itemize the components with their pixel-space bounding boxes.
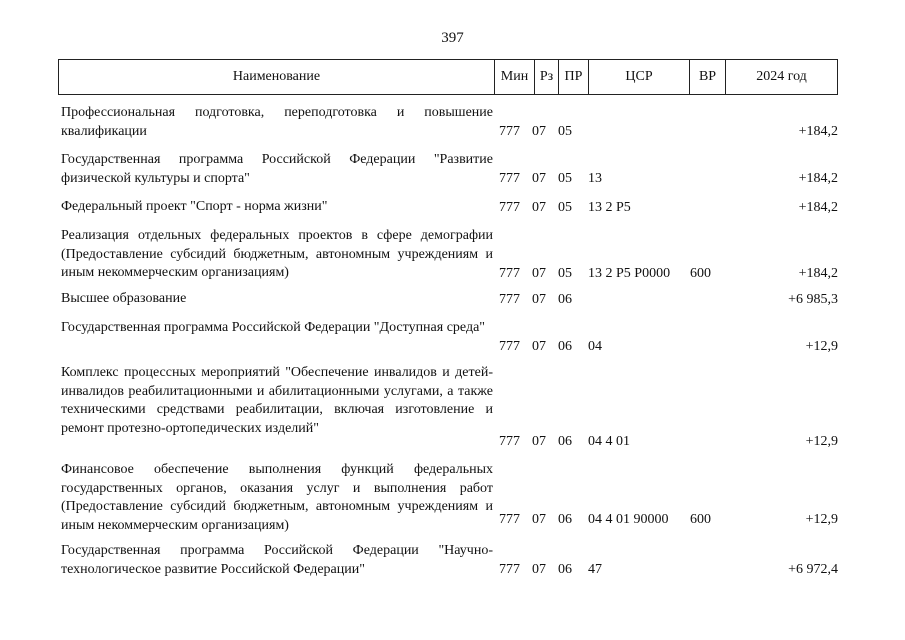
row-vr: 600 bbox=[690, 511, 711, 527]
row-pr: 05 bbox=[558, 123, 572, 139]
row-rz: 07 bbox=[532, 561, 546, 577]
row-min: 777 bbox=[499, 338, 520, 354]
row-csr: 13 2 P5 bbox=[588, 199, 631, 215]
row-rz: 07 bbox=[532, 511, 546, 527]
header-pr: ПР bbox=[558, 60, 588, 94]
row-pr: 06 bbox=[558, 433, 572, 449]
row-pr: 06 bbox=[558, 561, 572, 577]
row-rz: 07 bbox=[532, 338, 546, 354]
row-vr: 600 bbox=[690, 265, 711, 281]
row-amount: +184,2 bbox=[798, 123, 838, 139]
row-min: 777 bbox=[499, 433, 520, 449]
row-amount: +12,9 bbox=[805, 511, 838, 527]
row-pr: 05 bbox=[558, 170, 572, 186]
row-name: Государственная программа Российской Федерации "Доступная среда" bbox=[61, 320, 485, 335]
row-csr: 47 bbox=[588, 561, 602, 577]
row-min: 777 bbox=[499, 199, 520, 215]
row-name: Высшее образование bbox=[61, 291, 187, 306]
row-min: 777 bbox=[499, 511, 520, 527]
table-row bbox=[58, 104, 838, 141]
row-rz: 07 bbox=[532, 199, 546, 215]
header-csr: ЦСР bbox=[588, 60, 689, 94]
row-name: Комплекс процессных мероприятий "Обеспечение инвалидов и детей-инвалидов реабилитационными и абилитационными услугами, а также техническими средствами реабилитации, включая изготовление и ремонт протезно-ортопедических изделий" bbox=[61, 365, 493, 436]
row-min: 777 bbox=[499, 561, 520, 577]
row-amount: +184,2 bbox=[798, 265, 838, 281]
table-row bbox=[58, 364, 838, 451]
row-rz: 07 bbox=[532, 291, 546, 307]
row-rz: 07 bbox=[532, 433, 546, 449]
row-amount: +6 985,3 bbox=[788, 291, 838, 307]
row-min: 777 bbox=[499, 291, 520, 307]
table-header bbox=[58, 59, 838, 95]
header-rz: Рз bbox=[534, 60, 558, 94]
row-pr: 06 bbox=[558, 338, 572, 354]
table-row bbox=[58, 290, 838, 309]
row-csr: 04 4 01 bbox=[588, 433, 630, 449]
row-pr: 06 bbox=[558, 511, 572, 527]
row-rz: 07 bbox=[532, 170, 546, 186]
row-amount: +184,2 bbox=[798, 170, 838, 186]
row-pr: 06 bbox=[558, 291, 572, 307]
row-name: Государственная программа Российской Федерации "Научно-технологическое развитие Российской Федерации" bbox=[61, 543, 493, 577]
row-min: 777 bbox=[499, 170, 520, 186]
table-row bbox=[58, 319, 838, 356]
row-name: Государственная программа Российской Федерации "Развитие физической культуры и спорта" bbox=[61, 152, 493, 186]
row-rz: 07 bbox=[532, 123, 546, 139]
row-min: 777 bbox=[499, 265, 520, 281]
header-vr: ВР bbox=[689, 60, 725, 94]
table-row bbox=[58, 227, 838, 283]
table-row bbox=[58, 198, 838, 217]
page-number: 397 bbox=[441, 30, 464, 46]
table-row bbox=[58, 542, 838, 579]
row-csr: 04 4 01 90000 bbox=[588, 511, 669, 527]
row-amount: +6 972,4 bbox=[788, 561, 838, 577]
row-name: Федеральный проект "Спорт - норма жизни" bbox=[61, 199, 328, 214]
row-min: 777 bbox=[499, 123, 520, 139]
row-rz: 07 bbox=[532, 265, 546, 281]
row-pr: 05 bbox=[558, 199, 572, 215]
row-csr: 04 bbox=[588, 338, 602, 354]
row-csr: 13 2 P5 P0000 bbox=[588, 265, 671, 281]
header-name: Наименование bbox=[232, 69, 321, 84]
row-name: Реализация отдельных федеральных проектов в сфере демографии (Предоставление субсидий бюджетным, автономным учреждениям и иным некоммерческим организациям) bbox=[61, 228, 493, 280]
row-name: Профессиональная подготовка, переподготовка и повышение квалификации bbox=[61, 105, 493, 139]
row-csr: 13 bbox=[588, 170, 602, 186]
header-min: Мин bbox=[494, 60, 534, 94]
row-amount: +184,2 bbox=[798, 199, 838, 215]
row-amount: +12,9 bbox=[805, 433, 838, 449]
header-year: 2024 год bbox=[725, 60, 837, 94]
table-row bbox=[58, 151, 838, 188]
row-pr: 05 bbox=[558, 265, 572, 281]
row-amount: +12,9 bbox=[805, 338, 838, 354]
table-row bbox=[58, 461, 838, 533]
row-name: Финансовое обеспечение выполнения функций федеральных государственных органов, оказания услуг и выполнения работ (Предоставление субсидий бюджетным, автономным учреждениям и иным некоммерческим организациям) bbox=[61, 462, 493, 533]
